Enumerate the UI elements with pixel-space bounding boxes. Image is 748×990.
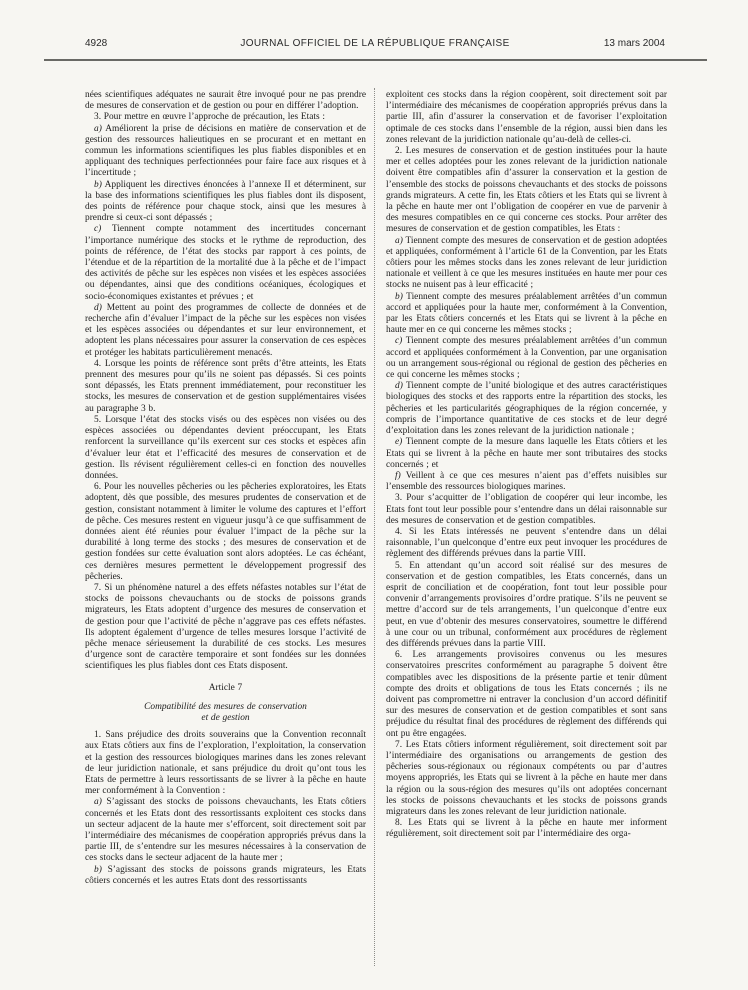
page-number: 4928 [85,38,108,49]
paragraph: 6. Les arrangements provisoires convenus ou les mesures conservatoires prescrites conformément au paragraphe 5 doivent être compatibles avec les dispositions de la présente partie et tenir dûment compte des droits et obligations de tous les Etats concernés ; ils ne doivent pas compromettre ni entraver la conclusion d’un accord définitif sur des mesures de conservation et de gestion compatibles et sont sans préjudice du résultat final des procédures de règlement des différends qui ont pu être engagées. [386,650,667,739]
list-letter: d) [94,302,102,313]
paragraph: d) Mettent au point des programmes de collecte de données et de recherche afin d’évaluer l’impact de la pêche sur les espèces non visées et les espèces associées ou dépendantes et sur leur environnement, et adoptent les plans nécessaires pour assurer la conservation de ces espèces et protéger les habitats particulièrement menacés. [85,302,366,358]
article-heading: Article 7 [208,682,243,693]
list-letter: b) [94,864,102,875]
journal-title: JOURNAL OFFICIEL DE LA RÉPUBLIQUE FRANÇAISE [240,38,510,49]
paragraph: b) S’agissant des stocks de poissons grands migrateurs, les Etats côtiers concernés et les autres Etats dont des ressortissants [85,864,366,886]
column-divider [374,88,375,966]
list-letter: d) [395,381,403,392]
text-columns [85,90,667,887]
list-letter: c) [94,224,102,235]
paragraph: 6. Pour les nouvelles pêcheries ou les pêcheries exploratoires, les Etats adoptent, dès que possible, des mesures prudentes de conservation et de gestion, consistant notamment à limiter le volume des captures et l’effort de pêche. Ces mesures restent en vigueur jusqu’à ce que suffisamment de données aient été réunies pour évaluer l’impact de la pêche sur la durabilité à long terme des stocks ; des mesures de conservation et de gestion fondées sur cette évaluation sont alors adoptées. Le cas échéant, ces dernières mesures permettent le développement progressif des pêcheries. [85,482,366,582]
paragraph: d) Tiennent compte de l’unité biologique et des autres caractéristiques biologiques des stocks et des rapports entre la répartition des stocks, les pêcheries et les particularités géographiques de la région concernée, y compris de l’importance quantitative de ces stocks et de leur degré d’exploitation dans les zones relevant de la juridiction nationale ; [386,381,667,437]
paragraph: 4. Lorsque les points de référence sont prêts d’être atteints, les Etats prennent des mesures pour qu’ils ne soient pas dépassés. Si ces points sont dépassés, les Etats prennent immédiatement, pour reconstituer les stocks, les mesures de conservation et de gestion supplémentaires visées au paragraphe 3 b. [85,358,366,414]
paragraph: 8. Les Etats qui se livrent à la pêche en haute mer informent régulièrement, soit directement soit par l’intermédiaire des orga- [386,818,667,840]
paragraph: 3. Pour s’acquitter de l’obligation de coopérer qui leur incombe, les Etats font tout leur possible pour s’entendre dans un délai raisonnable sur des mesures de conservation et de gestion compatibles. [386,493,667,526]
list-letter: a) [94,123,102,134]
paragraph: e) Tiennent compte de la mesure dans laquelle les Etats côtiers et les Etats qui se livrent à la pêche en haute mer sont tributaires des stocks concernés ; et [386,437,667,470]
list-letter: b) [395,291,403,302]
article-subtitle [85,702,366,724]
paragraph: b) Appliquent les directives énoncées à l’annexe II et déterminent, sur la base des informations scientifiques les plus fiables dont ils disposent, des points de référence pour chaque stock, ainsi que les mesures à prendre si ceux-ci sont dépassés ; [85,179,366,224]
left-column [85,90,366,887]
paragraph: 7. Les Etats côtiers informent régulièrement, soit directement soit par l’intermédiaire des organisations ou arrangements de gestion des pêcheries sous-régionaux ou régionaux compétents ou par d’autres moyens appropriés, les Etats qui se livrent à la pêche en haute mer dans la région ou la sous-région des mesures qu’ils ont adoptées concernant les stocks de poissons chevauchants et les stocks de poissons grands migrateurs dans les zones relevant de leur juridiction nationale. [386,739,667,817]
paragraph: 2. Les mesures de conservation et de gestion instituées pour la haute mer et celles adoptées pour les zones relevant de la juridiction nationale doivent être compatibles afin d’assurer la conservation et la gestion de l’ensemble des stocks de poissons chevauchants et des stocks de poissons grands migrateurs. A cette fin, les Etats côtiers et les Etats qui se livrent à la pêche en haute mer ont l’obligation de coopérer en vue de parvenir à des mesures compatibles en ce qui concerne ces stocks. Pour arrêter des mesures de conservation et de gestion compatibles, les Etats : [386,146,667,235]
paragraph: 1. Sans préjudice des droits souverains que la Convention reconnaît aux Etats côtiers aux fins de l’exploration, l’exploitation, la conservation et la gestion des ressources biologiques marines dans les zones relevant de leur juridiction nationale, et sans préjudice du droit qu’ont tous les Etats de permettre à leurs ressortissants de se livrer à la pêche en haute mer conformément à la Convention : [85,730,366,797]
list-letter: a) [94,797,102,808]
paragraph: 7. Si un phénomène naturel a des effets néfastes notables sur l’état de stocks de poissons chevauchants ou de stocks de poissons grands migrateurs, les Etats adoptent d’urgence des mesures de conservation et de gestion pour que l’activité de pêche n’aggrave pas ces effets néfastes. Ils adoptent également d’urgence de telles mesures lorsque l’activité de pêche menace sérieusement la durabilité de ces stocks. Les mesures d’urgence sont de caractère temporaire et sont fondées sur les données scientifiques les plus fiables dont ces Etats disposent. [85,582,366,672]
paragraph: b) Tiennent compte des mesures préalablement arrêtées d’un commun accord et appliquées pour la haute mer, conformément à la Convention, par les Etats côtiers concernés et les Etats qui se livrent à la pêche en haute mer en ce qui concerne les mêmes stocks ; [386,291,667,336]
paragraph: exploitent ces stocks dans la région coopèrent, soit directement soit par l’intermédiaire des mécanismes de coopération appropriés prévus dans la partie III, afin d’assurer la conservation et de favoriser l’exploitation optimale de ces stocks dans l’ensemble de la région, aussi bien dans les zones relevant de la juridiction nationale qu’au-delà de celles-ci. [386,90,667,145]
list-letter: b) [94,179,102,190]
right-column [386,90,667,887]
paragraph: a) Tiennent compte des mesures de conservation et de gestion adoptées et appliquées, conformément à l’article 61 de la Convention, par les Etats côtiers pour les mêmes stocks dans les zones relevant de leur juridiction nationale et veillent à ce que les mesures instituées en haute mer pour ces stocks ne nuisent pas à leur efficacité ; [386,235,667,291]
paragraph: f) Veillent à ce que ces mesures n’aient pas d’effets nuisibles sur l’ensemble des ressources biologiques marines. [386,470,667,493]
article-subtitle-line: et de gestion [201,712,250,723]
paragraph: 5. Lorsque l’état des stocks visés ou des espèces non visées ou des espèces associées ou dépendantes devient préoccupant, les Etats renforcent la surveillance qu’ils exercent sur ces stocks et espèces afin d’évaluer leur état et l’efficacité des mesures de conservation et de gestion. Ils révisent régulièrement celles-ci en fonction des nouvelles données. [85,414,366,481]
page-header [85,38,665,49]
paragraph: 5. En attendant qu’un accord soit réalisé sur des mesures de conservation et de gestion compatibles, les Etats concernés, dans un esprit de conciliation et de coopération, font tout leur possible pour convenir d’arrangements provisoires d’ordre pratique. S’ils ne peuvent se mettre d’accord sur de tels arrangements, l’un quelconque d’entre eux peut, en vue d’obtenir des mesures conservatoires, soumettre le différend à une cour ou un tribunal, conformément aux procédures de règlement des différends prévues dans la partie VIII. [386,560,667,649]
list-letter: c) [395,336,403,347]
paragraph: a) Améliorent la prise de décisions en matière de conservation et de gestion des ressources halieutiques en se procurant et en mettant en commun les informations scientifiques les plus fiables disponibles et en appliquant des techniques perfectionnées pour faire face aux risques et à l’incertitude ; [85,123,366,179]
list-letter: f) [395,470,401,481]
issue-date: 13 mars 2004 [603,38,665,49]
paragraph: c) Tiennent compte des mesures préalablement arrêtées d’un commun accord et appliquées conformément à la Convention, par une organisation ou un arrangement sous-régional ou régional de gestion des pêcheries en ce qui concerne les mêmes stocks ; [386,336,667,381]
header-rule [44,59,707,61]
paragraph: a) S’agissant des stocks de poissons chevauchants, les Etats côtiers concernés et les Etats dont des ressortissants exploitent ces stocks dans un secteur adjacent de la haute mer s’efforcent, soit directement soit par l’intermédiaire des mécanismes de coopération appropriés prévus dans la partie III, de s’entendre sur les mesures nécessaires à la conservation de ces stocks dans le secteur adjacent de la haute mer ; [85,797,366,864]
paragraph: nées scientifiques adéquates ne saurait être invoqué pour ne pas prendre de mesures de conservation et de gestion ou pour en différer l’adoption. [85,90,366,112]
paragraph: 4. Si les Etats intéressés ne peuvent s’entendre dans un délai raisonnable, l’un quelconque d’entre eux peut invoquer les procédures de règlement des différends prévues dans la partie VIII. [386,526,667,560]
article-subtitle-line: Compatibilité des mesures de conservation [144,701,307,712]
list-letter: a) [395,235,403,246]
paragraph: c) Tiennent compte notamment des incertitudes concernant l’importance numérique des stocks et le rythme de reproduction, des points de référence, de l’état des stocks par rapport à ces points, de l’étendue et de la répartition de la mortalité due à la pêche et de l’impact des activités de pêche sur les espèces non visées et les espèces associées ou dépendantes, ainsi que des conditions océaniques, écologiques et socio-économiques existantes et prévues ; et [85,224,366,302]
list-letter: e) [395,437,403,448]
paragraph: 3. Pour mettre en œuvre l’approche de précaution, les Etats : [94,112,326,123]
